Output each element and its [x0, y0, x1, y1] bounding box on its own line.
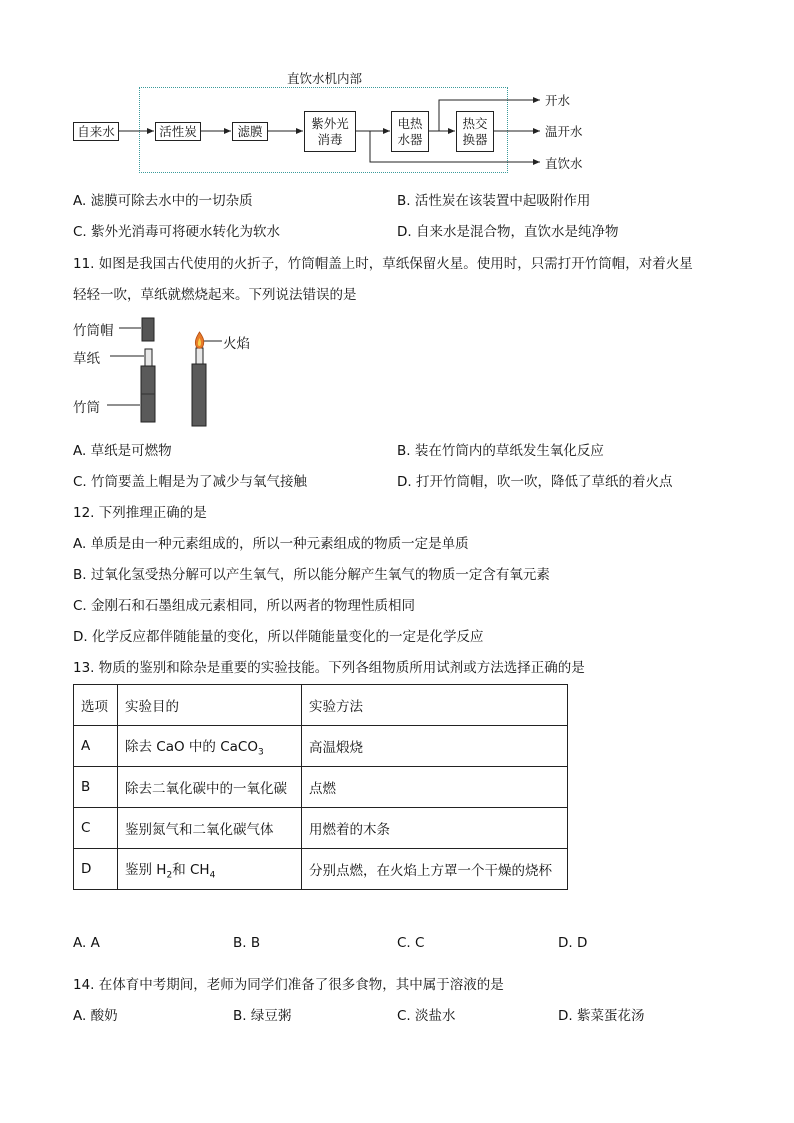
q10-option-a: A. 滤膜可除去水中的一切杂质: [73, 193, 253, 209]
q13-choice-b: B. B: [233, 935, 261, 951]
q11-option-d: D. 打开竹筒帽，吹一吹，降低了草纸的着火点: [397, 474, 673, 490]
table-row: [74, 808, 568, 849]
box-uv-disinfection: 紫外光 消毒: [304, 111, 356, 152]
box-electric-heater: 电热 水器: [391, 111, 429, 152]
q10-option-b: B. 活性炭在该装置中起吸附作用: [397, 193, 591, 209]
row-option: A: [74, 726, 118, 767]
label-tube: 竹筒: [73, 400, 100, 416]
output-warm-water: 温开水: [545, 124, 583, 139]
table-row: [74, 849, 568, 890]
box-activated-carbon: 活性炭: [155, 122, 201, 141]
q11-option-b: B. 装在竹筒内的草纸发生氧化反应: [397, 443, 604, 459]
q10-option-c: C. 紫外光消毒可将硬水转化为软水: [73, 224, 281, 240]
q14-choice-c: C. 淡盐水: [397, 1008, 456, 1024]
q14-choice-a: A. 酸奶: [73, 1008, 118, 1024]
q14-choice-d: D. 紫菜蛋花汤: [558, 1008, 645, 1024]
header-method: 实验方法: [302, 685, 568, 726]
q12-stem: 12. 下列推理正确的是: [73, 505, 207, 521]
box-heat-exchanger: 热交 换器: [456, 111, 494, 152]
row-method: 用燃着的木条: [302, 808, 568, 849]
q13-choice-d: D. D: [558, 935, 588, 951]
table-header-row: [74, 685, 568, 726]
q11-option-c: C. 竹筒要盖上帽是为了减少与氧气接触: [73, 474, 308, 490]
q12-option-a: A. 单质是由一种元素组成的，所以一种元素组成的物质一定是单质: [73, 536, 469, 552]
box-tap-water: 自来水: [73, 122, 119, 141]
output-boiling-water: 开水: [545, 93, 571, 108]
label-tube-cap: 竹筒帽: [73, 323, 114, 339]
q14-choice-b: B. 绿豆粥: [233, 1008, 292, 1024]
row-goal: 鉴别 $H_2$和 $CH_4$: [118, 849, 302, 890]
header-goal: 实验目的: [118, 685, 302, 726]
table-row: [74, 767, 568, 808]
q12-option-d: D. 化学反应都伴随能量的变化，所以伴随能量变化的一定是化学反应: [73, 629, 484, 645]
label-paper: 草纸: [73, 351, 100, 367]
table-row: [74, 726, 568, 767]
row-method: 高温煅烧: [302, 726, 568, 767]
row-method: 分别点燃，在火焰上方罩一个干燥的烧杯: [302, 849, 568, 890]
row-method: 点燃: [302, 767, 568, 808]
row-goal: 除去 CaO 中的 CaCO$_3$: [118, 726, 302, 767]
q10-option-d: D. 自来水是混合物，直饮水是纯净物: [397, 224, 619, 240]
q14-stem: 14. 在体育中考期间，老师为同学们准备了很多食物，其中属于溶液的是: [73, 977, 504, 993]
q13-stem: 13. 物质的鉴别和除杂是重要的实验技能。下列各组物质所用试剂或方法选择正确的是: [73, 660, 585, 676]
box-filter-membrane: 滤膜: [232, 122, 268, 141]
q13-choice-c: C. C: [397, 935, 425, 951]
q12-option-b: B. 过氧化氢受热分解可以产生氧气，所以能分解产生氧气的物质一定含有氧元素: [73, 567, 550, 583]
row-option: C: [74, 808, 118, 849]
q11-option-a: A. 草纸是可燃物: [73, 443, 172, 459]
q11-stem-line1: 11. 如图是我国古代使用的火折子，竹筒帽盖上时，草纸保留火星。使用时，只需打开竹筒帽，对着火星: [73, 256, 693, 272]
q13-table: [73, 684, 568, 890]
row-option: D: [74, 849, 118, 890]
label-flame: 火焰: [223, 336, 250, 352]
diagram-title: 直饮水机内部: [287, 71, 363, 86]
q11-stem-line2: 轻轻一吹，草纸就燃烧起来。下列说法错误的是: [73, 287, 357, 303]
row-option: B: [74, 767, 118, 808]
q13-choice-a: A. A: [73, 935, 100, 951]
output-drinking-water: 直饮水: [545, 156, 583, 171]
header-option: 选项: [74, 685, 118, 726]
row-goal: 鉴别氮气和二氧化碳气体: [118, 808, 302, 849]
q12-option-c: C. 金刚石和石墨组成元素相同，所以两者的物理性质相同: [73, 598, 416, 614]
row-goal: 除去二氧化碳中的一氧化碳: [118, 767, 302, 808]
